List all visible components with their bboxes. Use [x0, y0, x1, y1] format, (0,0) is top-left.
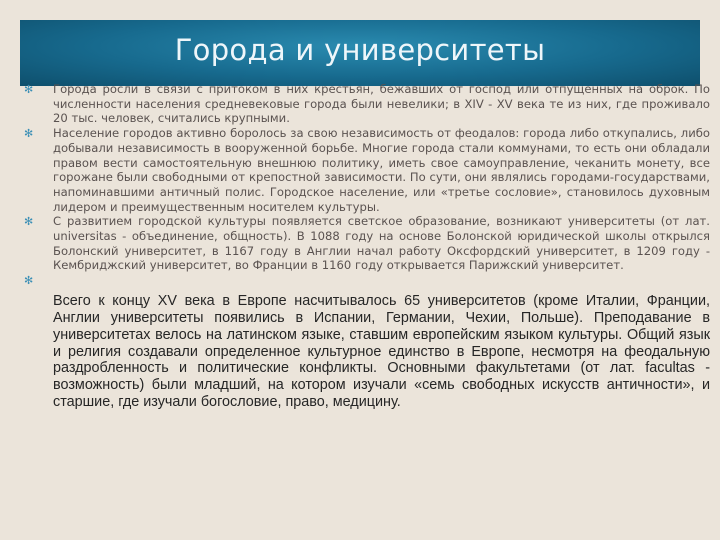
bullet-item-1: [20, 82, 710, 126]
slide-title: Города и университеты: [174, 33, 546, 67]
bullet-item-empty: [20, 273, 710, 293]
bullet-item-5: [20, 293, 710, 411]
bullet-star-icon: ✻: [24, 127, 34, 141]
bullet-item-2: [20, 126, 710, 214]
bullet-star-icon: ✻: [24, 274, 34, 288]
title-banner: [20, 20, 700, 86]
paragraph-1: Города росли в связи с притоком в них крестьян, бежавших от господ или отпущенных на оброк. По численности населения средневековые города были невелики; в XIV - XV века те из них, где проживало 20 тыс. человек, считались крупными.: [53, 82, 710, 126]
bullet-star-icon: ✻: [24, 83, 34, 96]
bullet-item-3: [20, 214, 710, 273]
paragraph-3: С развитием городской культуры появляется светское образование, возникают университеты (от лат. universitas - объединение, общность). В 1088 году на основе Болонской юридической школы открылся Болонский университет, в 1167 году в Англии начал работу Оксфордский университет, в 1209 году - Кембриджский университет, во Франции в 1160 году открывается Парижский университет.: [53, 214, 710, 273]
bullet-star-icon: ✻: [24, 215, 34, 229]
slide-content: [20, 82, 710, 411]
paragraph-5: Всего к концу XV века в Европе насчитывалось 65 университетов (кроме Италии, Франции, Англии университеты появились в Испании, Германии, Чехии, Польше). Преподавание в университетах велось на латинском языке, ставшим европейским языком культуры. Общий язык и религия создавали определенное культурное единство в Европе, несмотря на феодальную раздробленность и политические конфликты. Основными факультетами (от лат. facultas - возможность) были младший, на котором изучали «семь свободных искусств античности», и старшие, где изучали богословие, право, медицину.: [53, 293, 710, 410]
paragraph-2: Население городов активно боролось за свою независимость от феодалов: города либо откупались, либо добывали независимость в вооруженной борьбе. Многие города стали коммунами, то есть они обладали правом вести самостоятельную внешнюю политику, иметь свое самоуправление, чеканить монету, все горожане были свободными от крепостной зависимости. По сути, они являлись городами-государствами, напоминавшими античный полис. Городское население, или «третье сословие», становилось духовным лидером и преимущественным носителем культуры.: [53, 126, 710, 214]
